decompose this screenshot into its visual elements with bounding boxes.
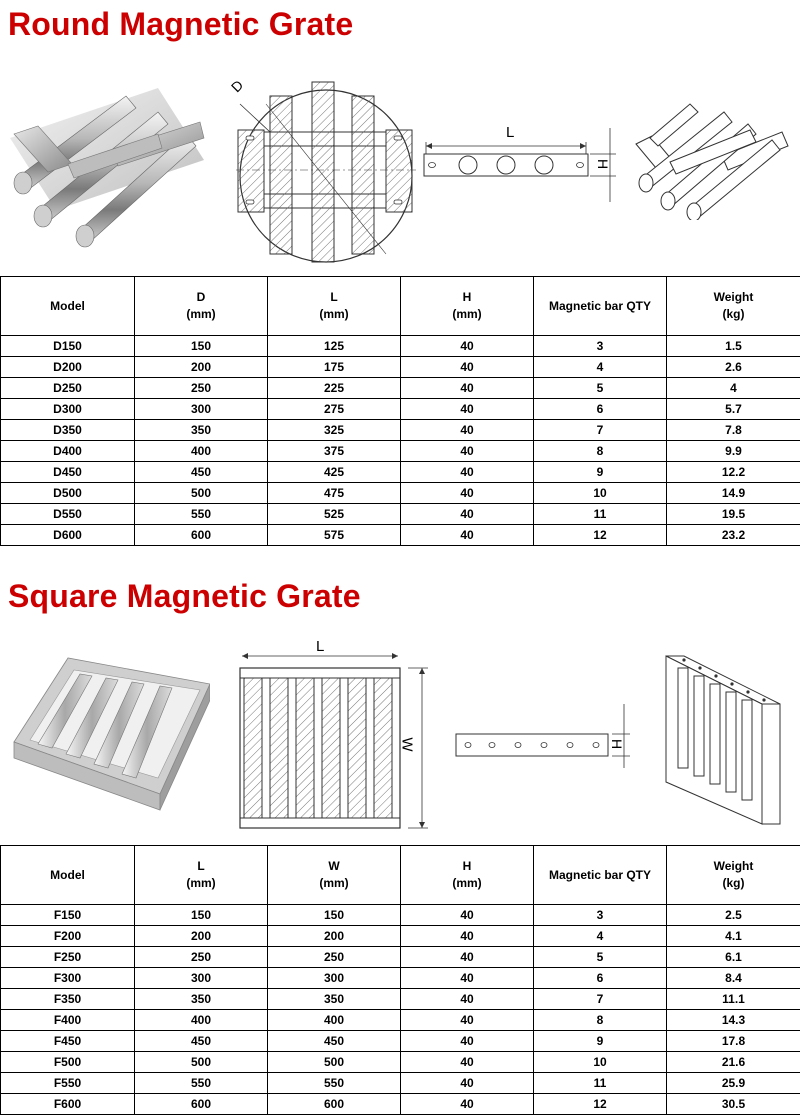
square-table-header-row [1,846,800,905]
table-cell: 7.8 [667,420,800,441]
table-cell: 1.5 [667,336,800,357]
table-cell: 550 [135,504,268,525]
table-cell: 350 [135,420,268,441]
column-header-unit: (mm) [401,306,533,323]
column-header-name: Weight [667,858,800,875]
table-cell: 550 [268,1073,401,1094]
table-row [1,462,800,483]
table-cell: 9 [534,462,667,483]
table-cell: 150 [268,905,401,926]
table-cell: 40 [401,483,534,504]
column-header [135,277,268,336]
table-cell: 12 [534,525,667,546]
table-cell: D600 [1,525,135,546]
table-row [1,336,800,357]
table-cell: F350 [1,989,135,1010]
table-row [1,1010,800,1031]
table-cell: F500 [1,1052,135,1073]
table-cell: 2.6 [667,357,800,378]
round-grate-photo [8,82,208,252]
table-cell: 150 [135,905,268,926]
table-cell: 14.9 [667,483,800,504]
table-row [1,926,800,947]
table-cell: 5 [534,378,667,399]
table-cell: 12 [534,1094,667,1115]
table-cell: D500 [1,483,135,504]
round-table-header-row [1,277,800,336]
square-section-title: Square Magnetic Grate [8,576,361,616]
table-cell: 21.6 [667,1052,800,1073]
table-row [1,504,800,525]
table-cell: 400 [135,1010,268,1031]
table-cell: 6 [534,968,667,989]
table-cell: D350 [1,420,135,441]
column-header-name: H [401,858,533,875]
square-dim-h-label: H [609,739,625,749]
table-cell: 8.4 [667,968,800,989]
table-cell: F250 [1,947,135,968]
table-cell: 6 [534,399,667,420]
table-cell: 10 [534,1052,667,1073]
square-grate-side-drawing [452,700,632,770]
column-header-unit: (mm) [268,306,400,323]
square-grate-isometric-drawing [664,654,784,826]
square-dim-w-label: W [399,737,416,751]
table-cell: D450 [1,462,135,483]
column-header [1,846,135,905]
table-cell: 200 [268,926,401,947]
round-dim-h-label: H [595,159,611,169]
table-cell: 40 [401,926,534,947]
table-cell: 600 [135,1094,268,1115]
column-header-name: Model [1,298,134,315]
table-cell: F400 [1,1010,135,1031]
column-header [268,846,401,905]
table-cell: 250 [135,947,268,968]
round-spec-table [0,276,800,546]
table-cell: 25.9 [667,1073,800,1094]
table-cell: 40 [401,357,534,378]
table-cell: 40 [401,441,534,462]
round-grate-top-drawing [226,74,420,268]
table-cell: 125 [268,336,401,357]
table-cell: 9 [534,1031,667,1052]
table-cell: 40 [401,968,534,989]
table-cell: 40 [401,905,534,926]
table-cell: 12.2 [667,462,800,483]
table-cell: 40 [401,378,534,399]
column-header [401,277,534,336]
table-cell: 350 [135,989,268,1010]
table-cell: 450 [135,1031,268,1052]
table-row [1,483,800,504]
table-cell: 4 [667,378,800,399]
table-cell: 4 [534,926,667,947]
round-grate-side-drawing [420,122,620,212]
table-cell: 40 [401,525,534,546]
table-cell: 40 [401,1073,534,1094]
table-row [1,525,800,546]
column-header-name: Model [1,867,134,884]
table-cell: 3 [534,336,667,357]
table-cell: 200 [135,357,268,378]
table-cell: 40 [401,1031,534,1052]
table-cell: 9.9 [667,441,800,462]
table-cell: 40 [401,462,534,483]
table-cell: F300 [1,968,135,989]
column-header-unit: (kg) [667,875,800,892]
table-cell: 525 [268,504,401,525]
table-cell: 500 [135,483,268,504]
table-row [1,905,800,926]
table-cell: 500 [268,1052,401,1073]
table-cell: 4 [534,357,667,378]
table-cell: 30.5 [667,1094,800,1115]
table-cell: 40 [401,336,534,357]
table-cell: 350 [268,989,401,1010]
table-cell: 7 [534,989,667,1010]
table-cell: 40 [401,1094,534,1115]
table-cell: 6.1 [667,947,800,968]
table-cell: 500 [135,1052,268,1073]
table-row [1,357,800,378]
table-row [1,441,800,462]
table-cell: 300 [268,968,401,989]
round-grate-isometric-drawing [632,100,792,220]
table-cell: 375 [268,441,401,462]
table-cell: D200 [1,357,135,378]
table-cell: 450 [268,1031,401,1052]
table-cell: 3 [534,905,667,926]
table-cell: 300 [135,399,268,420]
table-cell: D400 [1,441,135,462]
column-header [268,277,401,336]
round-dim-d-label: D [228,77,246,95]
column-header-name: H [401,289,533,306]
table-cell: 10 [534,483,667,504]
column-header-name: D [135,289,267,306]
table-cell: 2.5 [667,905,800,926]
table-cell: 250 [135,378,268,399]
table-cell: 400 [268,1010,401,1031]
table-row [1,1052,800,1073]
round-dim-l-label: L [506,124,514,141]
column-header-name: L [268,289,400,306]
table-cell: F450 [1,1031,135,1052]
table-cell: 19.5 [667,504,800,525]
table-cell: F150 [1,905,135,926]
table-cell: 7 [534,420,667,441]
table-cell: 11 [534,504,667,525]
column-header-unit: (mm) [135,875,267,892]
table-cell: 40 [401,420,534,441]
table-row [1,968,800,989]
table-cell: D250 [1,378,135,399]
column-header [534,277,667,336]
table-cell: 225 [268,378,401,399]
table-cell: 11 [534,1073,667,1094]
square-grate-photo [10,654,210,814]
table-cell: 40 [401,947,534,968]
table-cell: 400 [135,441,268,462]
table-cell: 14.3 [667,1010,800,1031]
table-cell: 150 [135,336,268,357]
table-cell: D300 [1,399,135,420]
column-header-name: W [268,858,400,875]
column-header-name: Magnetic bar QTY [534,867,666,884]
table-row [1,399,800,420]
table-row [1,947,800,968]
table-row [1,1094,800,1115]
table-cell: 5 [534,947,667,968]
table-cell: 23.2 [667,525,800,546]
table-cell: 275 [268,399,401,420]
table-cell: 40 [401,1052,534,1073]
column-header [667,846,800,905]
square-grate-front-drawing [232,640,432,834]
table-cell: 4.1 [667,926,800,947]
table-cell: 450 [135,462,268,483]
table-cell: 200 [135,926,268,947]
table-row [1,1031,800,1052]
table-cell: 40 [401,504,534,525]
column-header-name: L [135,858,267,875]
column-header-name: Weight [667,289,800,306]
table-cell: 40 [401,399,534,420]
column-header [667,277,800,336]
table-cell: 11.1 [667,989,800,1010]
table-cell: D550 [1,504,135,525]
column-header-unit: (mm) [135,306,267,323]
table-cell: 475 [268,483,401,504]
table-cell: 550 [135,1073,268,1094]
table-row [1,989,800,1010]
table-cell: F200 [1,926,135,947]
table-row [1,1073,800,1094]
table-cell: 600 [135,525,268,546]
table-cell: 5.7 [667,399,800,420]
round-section-title: Round Magnetic Grate [8,4,353,44]
table-cell: 17.8 [667,1031,800,1052]
table-cell: F550 [1,1073,135,1094]
column-header [1,277,135,336]
square-spec-table [0,845,800,1115]
table-row [1,420,800,441]
table-cell: 175 [268,357,401,378]
table-cell: 8 [534,1010,667,1031]
table-cell: 40 [401,989,534,1010]
table-cell: 250 [268,947,401,968]
column-header-unit: (mm) [268,875,400,892]
table-row [1,378,800,399]
table-cell: 575 [268,525,401,546]
table-cell: 325 [268,420,401,441]
column-header-unit: (mm) [401,875,533,892]
column-header [534,846,667,905]
column-header [135,846,268,905]
table-cell: 8 [534,441,667,462]
column-header-name: Magnetic bar QTY [534,298,666,315]
table-cell: D150 [1,336,135,357]
square-dim-l-label: L [316,638,324,655]
column-header [401,846,534,905]
table-cell: 600 [268,1094,401,1115]
table-cell: 40 [401,1010,534,1031]
table-cell: F600 [1,1094,135,1115]
table-cell: 425 [268,462,401,483]
column-header-unit: (kg) [667,306,800,323]
table-cell: 300 [135,968,268,989]
